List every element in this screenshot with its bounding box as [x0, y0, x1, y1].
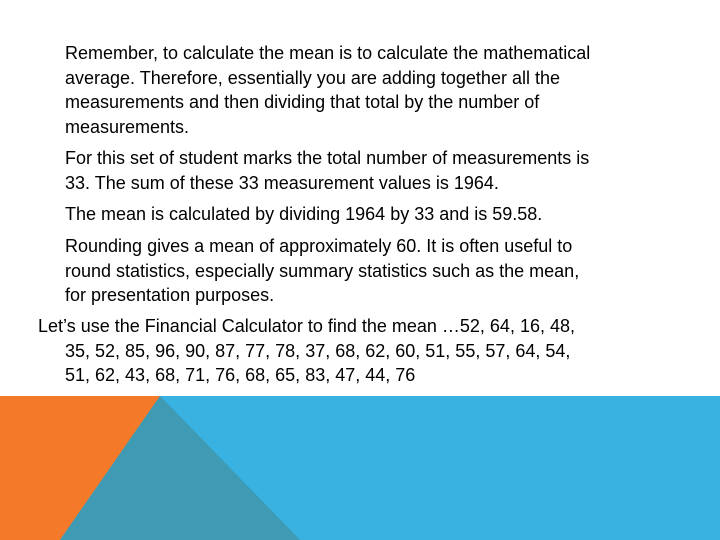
decorative-triangles	[0, 396, 720, 540]
paragraph-rounding: Rounding gives a mean of approximately 60. It is often useful to round statistics, especially summary statistics such as the mean, for presentation purposes.	[65, 236, 580, 305]
paragraph-calculator-values: Let’s use the Financial Calculator to find the mean …52, 64, 16, 48, 35, 52, 85, 96, 90, 87, 77, 78, 37, 68, 62, 60, 51, 55, 57, 64, 54, 51, 62, 43, 68, 71, 76, 68, 65, 83, 47, 44, 76	[38, 316, 575, 385]
paragraph-measurement-count: For this set of student marks the total number of measurements is 33. The sum of these 33 measurement values is 1964.	[65, 148, 590, 193]
paragraph-mean-definition: Remember, to calculate the mean is to calculate the mathematical average. Therefore, essentially you are adding together all the measurements and then dividing that total by the number of measurements.	[65, 43, 591, 137]
paragraph-mean-calculation: The mean is calculated by dividing 1964 by 33 and is 59.58.	[65, 204, 543, 224]
